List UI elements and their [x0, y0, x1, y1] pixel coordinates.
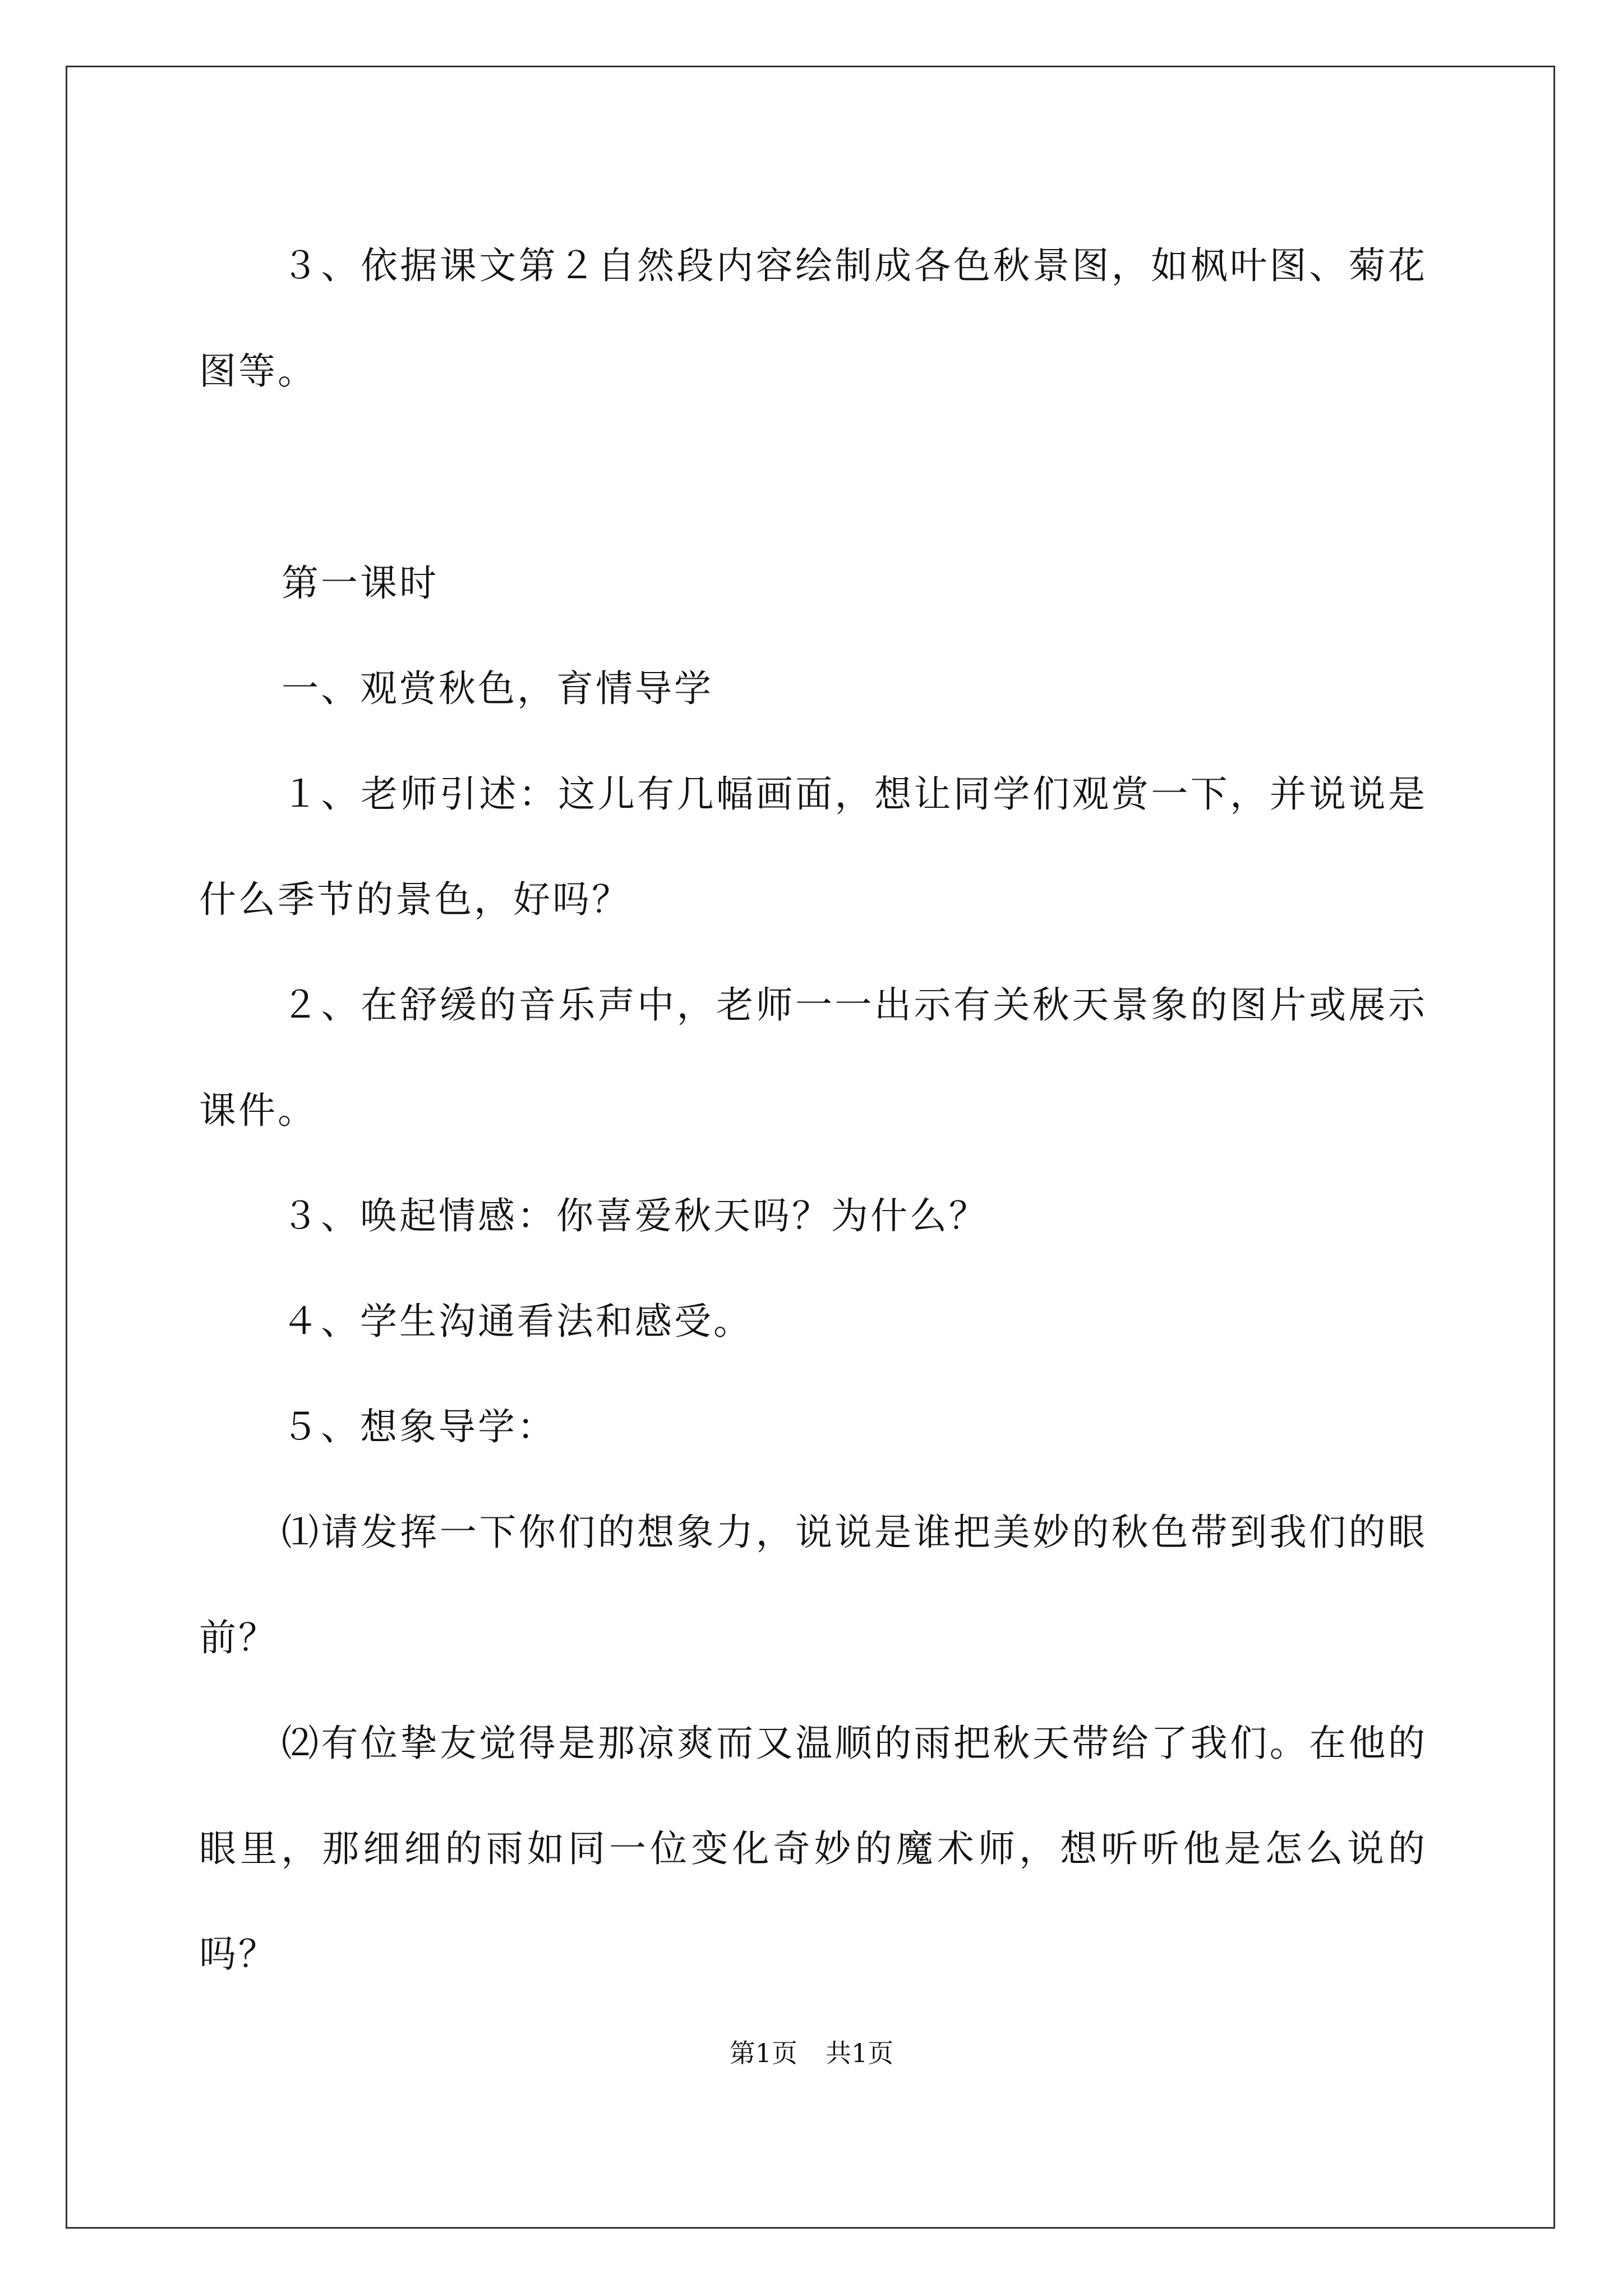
section-heading: 一、观赏秋色，育情导学 [282, 667, 713, 710]
lesson-heading: 第一课时 [282, 562, 439, 605]
paragraph-drawing-task: ３、依据课文第２自然段内容绘制成各色秋景图，如枫叶图、菊花图等。 [199, 244, 1427, 393]
paragraph-step-2: ２、在舒缓的音乐声中，老师一一出示有关秋天景象的图片或展示课件。 [199, 983, 1427, 1132]
page-number-current: 第1页 [729, 2038, 797, 2068]
page-number-total: 共1页 [826, 2038, 894, 2068]
paragraph-sub-1: ⑴请发挥一下你们的想象力，说说是谁把美妙的秋色带到我们的眼前？ [199, 1511, 1427, 1659]
paragraph-step-1: １、老师引述：这儿有几幅画面，想让同学们观赏一下，并说说是什么季节的景色，好吗？ [199, 772, 1427, 921]
paragraph-step-5: ５、想象导学： [282, 1405, 556, 1448]
paragraph-step-4: ４、学生沟通看法和感受。 [282, 1300, 753, 1343]
paragraph-step-3: ３、唤起情感：你喜爱秋天吗？为什么？ [282, 1194, 988, 1237]
page-footer [0, 2036, 1623, 2070]
document-body [199, 213, 1427, 2007]
paragraph-sub-2: ⑵有位挚友觉得是那凉爽而又温顺的雨把秋天带给了我们。在他的眼里，那细细的雨如同一位变化奇妙的魔术师，想听听他是怎么说的吗？ [199, 1722, 1427, 1976]
